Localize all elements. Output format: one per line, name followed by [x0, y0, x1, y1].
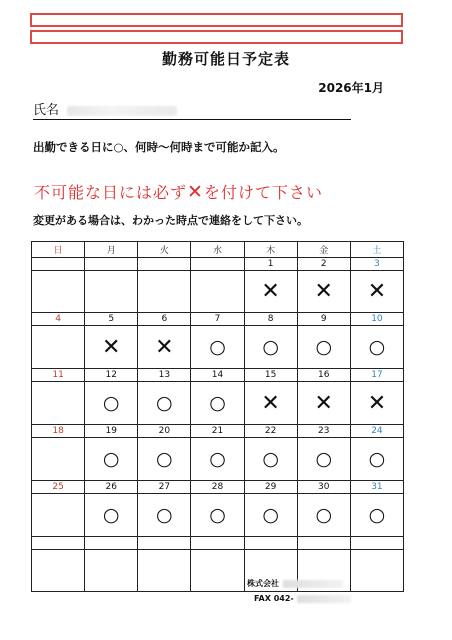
- weekday-sat: 土: [350, 242, 403, 258]
- unavailable-mark: ✕: [101, 334, 121, 360]
- company-name: [247, 578, 343, 589]
- weekday-sun: 日: [32, 242, 85, 258]
- date-cell: 4: [32, 313, 85, 326]
- calendar-body: [32, 258, 404, 592]
- unavailable-mark: ✕: [314, 279, 333, 304]
- date-cell: 15: [244, 369, 297, 382]
- cross-mark-icon: ✕: [187, 181, 204, 203]
- date-cell: [32, 258, 85, 271]
- availability-cell[interactable]: [244, 494, 297, 537]
- date-cell: 25: [32, 481, 85, 494]
- date-cell: 5: [85, 313, 138, 326]
- availability-cell[interactable]: [350, 271, 403, 313]
- availability-cell[interactable]: [85, 382, 138, 425]
- availability-cell[interactable]: [297, 271, 350, 313]
- availability-cell[interactable]: [138, 382, 191, 425]
- instruction-text: 出勤できる日に○、何時〜何時まで可能か記入。: [33, 140, 285, 154]
- unavailable-mark: ✕: [155, 334, 174, 360]
- availability-row: [32, 271, 404, 313]
- availability-cell[interactable]: [297, 326, 350, 369]
- availability-cell[interactable]: [85, 494, 138, 537]
- company-label: 株式会社: [247, 579, 279, 588]
- date-cell: 20: [138, 425, 191, 438]
- date-row: [32, 537, 404, 550]
- date-cell: 29: [244, 481, 297, 494]
- weekday-mon: 月: [85, 242, 138, 258]
- date-cell: [85, 537, 138, 550]
- availability-row: [32, 326, 404, 369]
- page-title: 勤務可能日予定表: [161, 50, 290, 68]
- availability-cell[interactable]: [350, 550, 403, 592]
- availability-cell[interactable]: [85, 326, 138, 369]
- date-cell: 17: [350, 369, 403, 382]
- year-month: 2026年1月: [318, 81, 384, 95]
- availability-row: [32, 438, 404, 481]
- available-mark: ○: [102, 504, 120, 526]
- date-cell: [32, 537, 85, 550]
- availability-cell[interactable]: [138, 494, 191, 537]
- availability-cell[interactable]: [297, 382, 350, 425]
- weekday-tue: 火: [138, 242, 191, 258]
- unavailable-mark: ✕: [367, 279, 387, 304]
- availability-cell[interactable]: [244, 271, 297, 313]
- fax-label: FAX 042-: [254, 594, 294, 603]
- date-cell: 19: [85, 425, 138, 438]
- date-cell: 8: [244, 313, 297, 326]
- date-cell: 6: [138, 313, 191, 326]
- availability-cell[interactable]: [191, 271, 244, 313]
- date-row: [32, 481, 404, 494]
- availability-cell[interactable]: [350, 494, 403, 537]
- date-cell: [191, 258, 244, 271]
- available-mark: ○: [262, 336, 279, 358]
- name-label: 氏名: [33, 103, 60, 118]
- availability-cell[interactable]: [244, 382, 297, 425]
- name-field: [33, 99, 351, 120]
- availability-row: [32, 382, 404, 425]
- date-cell: 1: [244, 258, 297, 271]
- date-cell: 28: [191, 481, 244, 494]
- date-row: [32, 369, 404, 382]
- header-box-top: [30, 13, 403, 27]
- warning-suffix: を付けて下さい: [203, 183, 323, 202]
- availability-row: [32, 494, 404, 537]
- availability-cell[interactable]: [191, 326, 244, 369]
- available-mark: ○: [209, 448, 226, 470]
- available-mark: ○: [156, 504, 173, 526]
- availability-cell[interactable]: [32, 326, 85, 369]
- date-cell: [85, 258, 138, 271]
- date-cell: 26: [85, 481, 138, 494]
- availability-row: [32, 550, 404, 592]
- availability-cell[interactable]: [244, 326, 297, 369]
- availability-cell[interactable]: [32, 550, 85, 592]
- available-mark: ○: [368, 504, 386, 526]
- fax-number: [254, 594, 351, 603]
- unavailable-mark: ✕: [261, 279, 280, 304]
- redacted-fax: [297, 595, 351, 603]
- available-mark: ○: [368, 448, 386, 470]
- availability-cell[interactable]: [138, 326, 191, 369]
- available-mark: ○: [156, 448, 173, 470]
- available-mark: ○: [209, 336, 226, 358]
- available-mark: ○: [209, 392, 226, 414]
- date-cell: [138, 258, 191, 271]
- date-cell: 14: [191, 369, 244, 382]
- redacted-name: [67, 106, 177, 116]
- availability-cell[interactable]: [350, 438, 403, 481]
- availability-cell[interactable]: [191, 494, 244, 537]
- date-cell: 21: [191, 425, 244, 438]
- weekday-wed: 水: [191, 242, 244, 258]
- date-cell: 23: [297, 425, 350, 438]
- availability-cell[interactable]: [32, 382, 85, 425]
- date-cell: 30: [297, 481, 350, 494]
- availability-cell[interactable]: [350, 326, 403, 369]
- unavailable-mark: ✕: [314, 390, 333, 416]
- availability-cell[interactable]: [85, 271, 138, 313]
- date-cell: 18: [32, 425, 85, 438]
- date-cell: [191, 537, 244, 550]
- available-mark: ○: [315, 504, 333, 526]
- change-note: 変更がある場合は、わかった時点で連絡をして下さい。: [33, 214, 308, 227]
- availability-cell[interactable]: [32, 271, 85, 313]
- redacted-company: [283, 580, 343, 588]
- date-cell: 2: [297, 258, 350, 271]
- available-mark: ○: [262, 448, 279, 470]
- date-cell: [244, 537, 297, 550]
- availability-cell[interactable]: [32, 438, 85, 481]
- available-mark: ○: [315, 448, 333, 470]
- availability-calendar: [31, 241, 404, 592]
- date-cell: 13: [138, 369, 191, 382]
- date-cell: 16: [297, 369, 350, 382]
- available-mark: ○: [262, 504, 279, 526]
- availability-cell[interactable]: [138, 550, 191, 592]
- availability-cell[interactable]: [191, 550, 244, 592]
- availability-cell[interactable]: [191, 438, 244, 481]
- date-cell: 31: [350, 481, 403, 494]
- available-mark: ○: [156, 392, 173, 414]
- availability-cell[interactable]: [138, 438, 191, 481]
- date-cell: 27: [138, 481, 191, 494]
- availability-cell[interactable]: [32, 494, 85, 537]
- availability-cell[interactable]: [244, 438, 297, 481]
- date-cell: 22: [244, 425, 297, 438]
- warning-text: [34, 180, 323, 203]
- date-cell: [138, 537, 191, 550]
- availability-cell[interactable]: [85, 438, 138, 481]
- date-cell: 10: [350, 313, 403, 326]
- weekday-header-row: [32, 242, 404, 258]
- date-row: [32, 258, 404, 271]
- date-cell: [297, 537, 350, 550]
- availability-cell[interactable]: [350, 382, 403, 425]
- availability-cell[interactable]: [297, 438, 350, 481]
- weekday-fri: 金: [297, 242, 350, 258]
- date-row: [32, 425, 404, 438]
- header-box-bottom: [30, 30, 403, 44]
- warning-prefix: 不可能な日には必ず: [34, 183, 188, 202]
- unavailable-mark: ✕: [367, 390, 387, 416]
- available-mark: ○: [315, 336, 333, 358]
- available-mark: ○: [102, 448, 120, 470]
- date-cell: 24: [350, 425, 403, 438]
- availability-cell[interactable]: [297, 494, 350, 537]
- availability-cell[interactable]: [85, 550, 138, 592]
- date-cell: 9: [297, 313, 350, 326]
- date-row: [32, 313, 404, 326]
- date-cell: 3: [350, 258, 403, 271]
- unavailable-mark: ✕: [261, 390, 280, 416]
- date-cell: 7: [191, 313, 244, 326]
- date-cell: 12: [85, 369, 138, 382]
- available-mark: ○: [368, 336, 386, 358]
- availability-cell[interactable]: [138, 271, 191, 313]
- available-mark: ○: [102, 392, 120, 414]
- date-cell: [350, 537, 403, 550]
- weekday-thu: 木: [244, 242, 297, 258]
- availability-cell[interactable]: [191, 382, 244, 425]
- date-cell: 11: [32, 369, 85, 382]
- available-mark: ○: [209, 504, 226, 526]
